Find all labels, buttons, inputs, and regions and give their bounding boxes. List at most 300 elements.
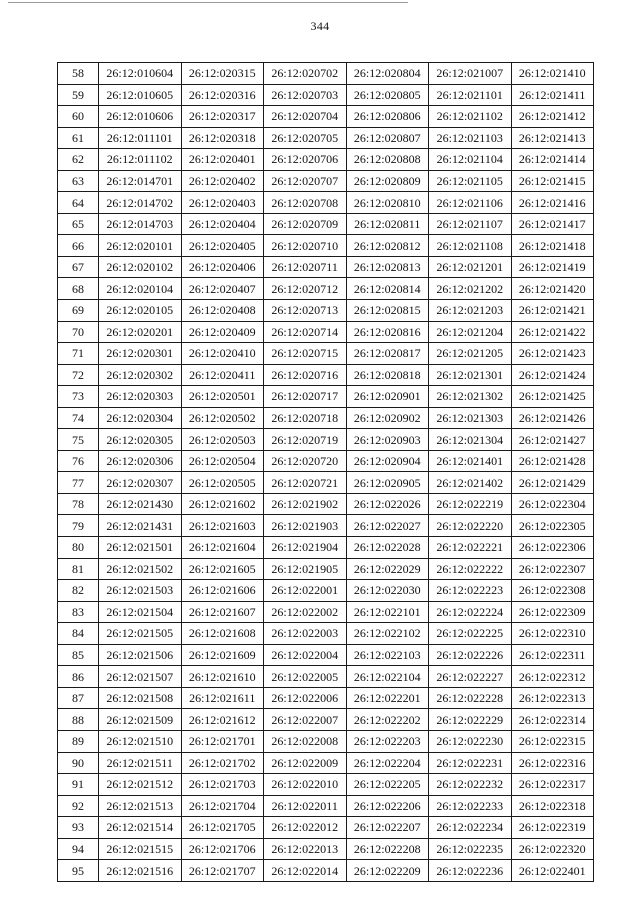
row-number-cell: 81: [58, 558, 99, 580]
cadastral-number-cell: 26:12:020817: [346, 343, 429, 365]
cadastral-number-cell: 26:12:020316: [181, 84, 264, 106]
cadastral-number-cell: 26:12:021607: [181, 601, 264, 623]
row-number-cell: 82: [58, 580, 99, 602]
cadastral-number-cell: 26:12:021905: [264, 558, 347, 580]
cadastral-number-cell: 26:12:020105: [99, 300, 182, 322]
cadastral-number-cell: 26:12:020306: [99, 450, 182, 472]
cadastral-number-cell: 26:12:021429: [511, 472, 594, 494]
cadastral-number-cell: 26:12:022103: [346, 644, 429, 666]
cadastral-number-cell: 26:12:022314: [511, 709, 594, 731]
cadastral-number-cell: 26:12:022235: [429, 838, 512, 860]
cadastral-number-cell: 26:12:022101: [346, 601, 429, 623]
cadastral-number-cell: 26:12:021422: [511, 321, 594, 343]
cadastral-number-cell: 26:12:022224: [429, 601, 512, 623]
table-body: [58, 63, 594, 882]
cadastral-number-cell: 26:12:014701: [99, 170, 182, 192]
cadastral-number-cell: 26:12:022232: [429, 774, 512, 796]
cadastral-number-cell: 26:12:021421: [511, 300, 594, 322]
cadastral-number-cell: 26:12:020708: [264, 192, 347, 214]
row-number-cell: 60: [58, 106, 99, 128]
cadastral-number-cell: 26:12:021418: [511, 235, 594, 257]
row-number-cell: 63: [58, 170, 99, 192]
row-number-cell: 61: [58, 127, 99, 149]
cadastral-number-cell: 26:12:021509: [99, 709, 182, 731]
table-row: [58, 450, 594, 472]
row-number-cell: 62: [58, 149, 99, 171]
cadastral-number-cell: 26:12:021204: [429, 321, 512, 343]
table-row: [58, 774, 594, 796]
cadastral-number-cell: 26:12:022311: [511, 644, 594, 666]
cadastral-number-cell: 26:12:021903: [264, 515, 347, 537]
cadastral-number-cell: 26:12:022202: [346, 709, 429, 731]
cadastral-number-cell: 26:12:021610: [181, 666, 264, 688]
cadastral-number-cell: 26:12:020718: [264, 407, 347, 429]
cadastral-number-cell: 26:12:022308: [511, 580, 594, 602]
table-row: [58, 321, 594, 343]
cadastral-number-cell: 26:12:022001: [264, 580, 347, 602]
cadastral-number-cell: 26:12:020903: [346, 429, 429, 451]
cadastral-number-cell: 26:12:020303: [99, 386, 182, 408]
cadastral-number-cell: 26:12:020710: [264, 235, 347, 257]
cadastral-number-cell: 26:12:021106: [429, 192, 512, 214]
table-row: [58, 558, 594, 580]
cadastral-number-cell: 26:12:022306: [511, 537, 594, 559]
cadastral-number-cell: 26:12:021401: [429, 450, 512, 472]
cadastral-number-cell: 26:12:022226: [429, 644, 512, 666]
cadastral-number-cell: 26:12:020707: [264, 170, 347, 192]
cadastral-number-cell: 26:12:020901: [346, 386, 429, 408]
cadastral-number-cell: 26:12:022231: [429, 752, 512, 774]
cadastral-number-cell: 26:12:022309: [511, 601, 594, 623]
row-number-cell: 72: [58, 364, 99, 386]
cadastral-number-cell: 26:12:020504: [181, 450, 264, 472]
cadastral-number-cell: 26:12:022007: [264, 709, 347, 731]
table-row: [58, 795, 594, 817]
cadastral-number-cell: 26:12:020102: [99, 256, 182, 278]
cadastral-number-cell: 26:12:022027: [346, 515, 429, 537]
cadastral-number-cell: 26:12:022206: [346, 795, 429, 817]
table-row: [58, 860, 594, 882]
cadastral-number-cell: 26:12:021102: [429, 106, 512, 128]
cadastral-number-cell: 26:12:020721: [264, 472, 347, 494]
cadastral-number-cell: 26:12:021304: [429, 429, 512, 451]
cadastral-number-cell: 26:12:021505: [99, 623, 182, 645]
cadastral-number-cell: 26:12:020812: [346, 235, 429, 257]
cadastral-number-cell: 26:12:020104: [99, 278, 182, 300]
row-number-cell: 69: [58, 300, 99, 322]
cadastral-number-cell: 26:12:021707: [181, 860, 264, 882]
cadastral-number-cell: 26:12:022028: [346, 537, 429, 559]
cadastral-number-cell: 26:12:022201: [346, 687, 429, 709]
cadastral-number-cell: 26:12:022222: [429, 558, 512, 580]
table-row: [58, 601, 594, 623]
cadastral-number-cell: 26:12:021506: [99, 644, 182, 666]
cadastral-number-cell: 26:12:021105: [429, 170, 512, 192]
cadastral-number-cell: 26:12:022026: [346, 493, 429, 515]
row-number-cell: 79: [58, 515, 99, 537]
cadastral-number-cell: 26:12:020302: [99, 364, 182, 386]
table-row: [58, 106, 594, 128]
cadastral-number-cell: 26:12:022029: [346, 558, 429, 580]
table-row: [58, 709, 594, 731]
cadastral-number-cell: 26:12:022102: [346, 623, 429, 645]
row-number-cell: 73: [58, 386, 99, 408]
cadastral-number-cell: 26:12:020201: [99, 321, 182, 343]
cadastral-number-cell: 26:12:022230: [429, 730, 512, 752]
row-number-cell: 70: [58, 321, 99, 343]
cadastral-number-cell: 26:12:021416: [511, 192, 594, 214]
cadastral-number-cell: 26:12:022236: [429, 860, 512, 882]
cadastral-number-cell: 26:12:020816: [346, 321, 429, 343]
cadastral-number-cell: 26:12:022014: [264, 860, 347, 882]
cadastral-number-cell: 26:12:021902: [264, 493, 347, 515]
cadastral-number-cell: 26:12:020720: [264, 450, 347, 472]
cadastral-number-cell: 26:12:021413: [511, 127, 594, 149]
cadastral-number-cell: 26:12:022011: [264, 795, 347, 817]
cadastral-number-cell: 26:12:021202: [429, 278, 512, 300]
cadastral-number-cell: 26:12:021511: [99, 752, 182, 774]
cadastral-number-cell: 26:12:021502: [99, 558, 182, 580]
cadastral-number-cell: 26:12:022203: [346, 730, 429, 752]
cadastral-number-cell: 26:12:021205: [429, 343, 512, 365]
cadastral-number-cell: 26:12:020902: [346, 407, 429, 429]
row-number-cell: 67: [58, 256, 99, 278]
cadastral-number-cell: 26:12:020317: [181, 106, 264, 128]
cadastral-number-cell: 26:12:020402: [181, 170, 264, 192]
table-row: [58, 343, 594, 365]
cadastral-number-cell: 26:12:021605: [181, 558, 264, 580]
row-number-cell: 68: [58, 278, 99, 300]
cadastral-number-cell: 26:12:020715: [264, 343, 347, 365]
cadastral-number-cell: 26:12:022233: [429, 795, 512, 817]
cadastral-number-cell: 26:12:020703: [264, 84, 347, 106]
cadastral-number-cell: 26:12:020807: [346, 127, 429, 149]
cadastral-number-cell: 26:12:021602: [181, 493, 264, 515]
cadastral-number-cell: 26:12:020904: [346, 450, 429, 472]
cadastral-number-cell: 26:12:020410: [181, 343, 264, 365]
cadastral-number-cell: 26:12:022002: [264, 601, 347, 623]
cadastral-number-cell: 26:12:021411: [511, 84, 594, 106]
table-row: [58, 235, 594, 257]
cadastral-number-cell: 26:12:022220: [429, 515, 512, 537]
cadastral-number-cell: 26:12:021201: [429, 256, 512, 278]
cadastral-number-cell: 26:12:021508: [99, 687, 182, 709]
row-number-cell: 77: [58, 472, 99, 494]
cadastral-number-cell: 26:12:022004: [264, 644, 347, 666]
table-row: [58, 170, 594, 192]
table-row: [58, 666, 594, 688]
cadastral-number-cell: 26:12:022030: [346, 580, 429, 602]
table-row: [58, 364, 594, 386]
table-row: [58, 493, 594, 515]
cadastral-number-cell: 26:12:021108: [429, 235, 512, 257]
cadastral-number-cell: 26:12:021504: [99, 601, 182, 623]
row-number-cell: 90: [58, 752, 99, 774]
cadastral-number-cell: 26:12:020315: [181, 63, 264, 85]
table-row: [58, 838, 594, 860]
row-number-cell: 66: [58, 235, 99, 257]
cadastral-number-cell: 26:12:022310: [511, 623, 594, 645]
table-row: [58, 192, 594, 214]
cadastral-number-cell: 26:12:021604: [181, 537, 264, 559]
cadastral-number-cell: 26:12:021704: [181, 795, 264, 817]
cadastral-number-cell: 26:12:020101: [99, 235, 182, 257]
cadastral-number-cell: 26:12:020815: [346, 300, 429, 322]
cadastral-number-cell: 26:12:014703: [99, 213, 182, 235]
cadastral-number-cell: 26:12:021431: [99, 515, 182, 537]
cadastral-number-cell: 26:12:021415: [511, 170, 594, 192]
cadastral-number-cell: 26:12:022008: [264, 730, 347, 752]
cadastral-number-cell: 26:12:022234: [429, 817, 512, 839]
cadastral-number-cell: 26:12:022223: [429, 580, 512, 602]
cadastral-number-cell: 26:12:022005: [264, 666, 347, 688]
cadastral-number-cell: 26:12:010605: [99, 84, 182, 106]
cadastral-number-cell: 26:12:022312: [511, 666, 594, 688]
cadastral-number-cell: 26:12:021703: [181, 774, 264, 796]
row-number-cell: 86: [58, 666, 99, 688]
cadastral-number-cell: 26:12:022208: [346, 838, 429, 860]
cadastral-number-cell: 26:12:020505: [181, 472, 264, 494]
cadastral-number-cell: 26:12:020307: [99, 472, 182, 494]
cadastral-number-cell: 26:12:022006: [264, 687, 347, 709]
row-number-cell: 84: [58, 623, 99, 645]
cadastral-number-cell: 26:12:020814: [346, 278, 429, 300]
cadastral-number-cell: 26:12:014702: [99, 192, 182, 214]
cadastral-number-cell: 26:12:020401: [181, 149, 264, 171]
row-number-cell: 58: [58, 63, 99, 85]
cadastral-number-cell: 26:12:020304: [99, 407, 182, 429]
cadastral-number-cell: 26:12:022010: [264, 774, 347, 796]
cadastral-number-cell: 26:12:020305: [99, 429, 182, 451]
cadastral-number-cell: 26:12:021424: [511, 364, 594, 386]
table-row: [58, 580, 594, 602]
cadastral-number-cell: 26:12:022009: [264, 752, 347, 774]
table-row: [58, 752, 594, 774]
row-number-cell: 91: [58, 774, 99, 796]
cadastral-number-cell: 26:12:021706: [181, 838, 264, 860]
cadastral-number-cell: 26:12:021410: [511, 63, 594, 85]
table-row: [58, 472, 594, 494]
cadastral-number-cell: 26:12:022229: [429, 709, 512, 731]
cadastral-number-cell: 26:12:022318: [511, 795, 594, 817]
cadastral-number-cell: 26:12:021608: [181, 623, 264, 645]
cadastral-number-cell: 26:12:020301: [99, 343, 182, 365]
row-number-cell: 65: [58, 213, 99, 235]
cadastral-number-cell: 26:12:021609: [181, 644, 264, 666]
cadastral-number-cell: 26:12:021503: [99, 580, 182, 602]
page-number: 344: [310, 19, 330, 33]
table-row: [58, 149, 594, 171]
cadastral-number-cell: 26:12:022316: [511, 752, 594, 774]
cadastral-number-cell: 26:12:020407: [181, 278, 264, 300]
table-row: [58, 127, 594, 149]
row-number-cell: 71: [58, 343, 99, 365]
cadastral-number-cell: 26:12:021515: [99, 838, 182, 860]
cadastral-number-cell: 26:12:020705: [264, 127, 347, 149]
cadastral-number-cell: 26:12:021904: [264, 537, 347, 559]
top-rule: [8, 2, 408, 3]
row-number-cell: 78: [58, 493, 99, 515]
cadastral-number-cell: 26:12:020706: [264, 149, 347, 171]
table-row: [58, 817, 594, 839]
cadastral-number-cell: 26:12:020404: [181, 213, 264, 235]
cadastral-number-cell: 26:12:022204: [346, 752, 429, 774]
cadastral-number-cell: 26:12:020709: [264, 213, 347, 235]
cadastral-number-cell: 26:12:021603: [181, 515, 264, 537]
row-number-cell: 76: [58, 450, 99, 472]
cadastral-table: [57, 62, 594, 882]
row-number-cell: 92: [58, 795, 99, 817]
row-number-cell: 89: [58, 730, 99, 752]
cadastral-number-cell: 26:12:021419: [511, 256, 594, 278]
cadastral-number-cell: 26:12:021514: [99, 817, 182, 839]
cadastral-number-cell: 26:12:020704: [264, 106, 347, 128]
cadastral-number-cell: 26:12:022013: [264, 838, 347, 860]
cadastral-number-cell: 26:12:022313: [511, 687, 594, 709]
table-row: [58, 63, 594, 85]
table-row: [58, 537, 594, 559]
cadastral-number-cell: 26:12:020406: [181, 256, 264, 278]
table-row: [58, 730, 594, 752]
row-number-cell: 64: [58, 192, 99, 214]
cadastral-number-cell: 26:12:021516: [99, 860, 182, 882]
cadastral-number-cell: 26:12:021701: [181, 730, 264, 752]
cadastral-number-cell: 26:12:020713: [264, 300, 347, 322]
cadastral-number-cell: 26:12:020813: [346, 256, 429, 278]
cadastral-number-cell: 26:12:022317: [511, 774, 594, 796]
cadastral-number-cell: 26:12:011101: [99, 127, 182, 149]
table-row: [58, 407, 594, 429]
cadastral-number-cell: 26:12:022401: [511, 860, 594, 882]
cadastral-number-cell: 26:12:021301: [429, 364, 512, 386]
cadastral-number-cell: 26:12:011102: [99, 149, 182, 171]
table-row: [58, 386, 594, 408]
cadastral-number-cell: 26:12:021302: [429, 386, 512, 408]
cadastral-number-cell: 26:12:021303: [429, 407, 512, 429]
cadastral-number-cell: 26:12:022305: [511, 515, 594, 537]
table-row: [58, 429, 594, 451]
cadastral-number-cell: 26:12:021107: [429, 213, 512, 235]
table-row: [58, 300, 594, 322]
cadastral-number-cell: 26:12:020502: [181, 407, 264, 429]
cadastral-number-cell: 26:12:020806: [346, 106, 429, 128]
cadastral-number-cell: 26:12:022307: [511, 558, 594, 580]
cadastral-number-cell: 26:12:022221: [429, 537, 512, 559]
cadastral-number-cell: 26:12:021426: [511, 407, 594, 429]
cadastral-number-cell: 26:12:020409: [181, 321, 264, 343]
row-number-cell: 85: [58, 644, 99, 666]
cadastral-number-cell: 26:12:020717: [264, 386, 347, 408]
cadastral-number-cell: 26:12:021412: [511, 106, 594, 128]
cadastral-number-cell: 26:12:010604: [99, 63, 182, 85]
cadastral-number-cell: 26:12:020318: [181, 127, 264, 149]
row-number-cell: 94: [58, 838, 99, 860]
cadastral-number-cell: 26:12:020716: [264, 364, 347, 386]
cadastral-number-cell: 26:12:020714: [264, 321, 347, 343]
cadastral-number-cell: 26:12:020808: [346, 149, 429, 171]
cadastral-number-cell: 26:12:020804: [346, 63, 429, 85]
cadastral-number-cell: 26:12:022227: [429, 666, 512, 688]
row-number-cell: 93: [58, 817, 99, 839]
cadastral-number-cell: 26:12:020712: [264, 278, 347, 300]
cadastral-number-cell: 26:12:020809: [346, 170, 429, 192]
cadastral-number-cell: 26:12:021507: [99, 666, 182, 688]
row-number-cell: 75: [58, 429, 99, 451]
cadastral-number-cell: 26:12:021510: [99, 730, 182, 752]
cadastral-number-cell: 26:12:022315: [511, 730, 594, 752]
cadastral-number-cell: 26:12:022012: [264, 817, 347, 839]
cadastral-number-cell: 26:12:021101: [429, 84, 512, 106]
cadastral-number-cell: 26:12:021612: [181, 709, 264, 731]
cadastral-number-cell: 26:12:022319: [511, 817, 594, 839]
cadastral-number-cell: 26:12:022228: [429, 687, 512, 709]
cadastral-number-cell: 26:12:021512: [99, 774, 182, 796]
table-row: [58, 84, 594, 106]
cadastral-number-cell: 26:12:020905: [346, 472, 429, 494]
row-number-cell: 80: [58, 537, 99, 559]
table-row: [58, 644, 594, 666]
cadastral-number-cell: 26:12:021425: [511, 386, 594, 408]
cadastral-number-cell: 26:12:010606: [99, 106, 182, 128]
cadastral-number-cell: 26:12:020811: [346, 213, 429, 235]
cadastral-number-cell: 26:12:020403: [181, 192, 264, 214]
cadastral-number-cell: 26:12:021702: [181, 752, 264, 774]
cadastral-number-cell: 26:12:022205: [346, 774, 429, 796]
cadastral-number-cell: 26:12:020805: [346, 84, 429, 106]
cadastral-number-cell: 26:12:021428: [511, 450, 594, 472]
cadastral-number-cell: 26:12:022304: [511, 493, 594, 515]
table-row: [58, 687, 594, 709]
cadastral-number-cell: 26:12:021402: [429, 472, 512, 494]
row-number-cell: 74: [58, 407, 99, 429]
cadastral-number-cell: 26:12:021103: [429, 127, 512, 149]
cadastral-number-cell: 26:12:021420: [511, 278, 594, 300]
cadastral-number-cell: 26:12:021417: [511, 213, 594, 235]
cadastral-number-cell: 26:12:020702: [264, 63, 347, 85]
table-row: [58, 623, 594, 645]
row-number-cell: 83: [58, 601, 99, 623]
table-row: [58, 213, 594, 235]
cadastral-number-cell: 26:12:022219: [429, 493, 512, 515]
cadastral-number-cell: 26:12:021606: [181, 580, 264, 602]
cadastral-number-cell: 26:12:021513: [99, 795, 182, 817]
cadastral-number-cell: 26:12:021427: [511, 429, 594, 451]
cadastral-number-cell: 26:12:022207: [346, 817, 429, 839]
cadastral-number-cell: 26:12:020501: [181, 386, 264, 408]
cadastral-number-cell: 26:12:021203: [429, 300, 512, 322]
table-row: [58, 278, 594, 300]
cadastral-number-cell: 26:12:021423: [511, 343, 594, 365]
cadastral-number-cell: 26:12:021501: [99, 537, 182, 559]
cadastral-number-cell: 26:12:020818: [346, 364, 429, 386]
cadastral-number-cell: 26:12:022003: [264, 623, 347, 645]
cadastral-number-cell: 26:12:021705: [181, 817, 264, 839]
cadastral-number-cell: 26:12:020503: [181, 429, 264, 451]
cadastral-number-cell: 26:12:021611: [181, 687, 264, 709]
cadastral-number-cell: 26:12:020719: [264, 429, 347, 451]
row-number-cell: 95: [58, 860, 99, 882]
cadastral-number-cell: 26:12:020411: [181, 364, 264, 386]
cadastral-number-cell: 26:12:020405: [181, 235, 264, 257]
cadastral-number-cell: 26:12:021104: [429, 149, 512, 171]
cadastral-number-cell: 26:12:020408: [181, 300, 264, 322]
cadastral-number-cell: 26:12:022104: [346, 666, 429, 688]
cadastral-number-cell: 26:12:022320: [511, 838, 594, 860]
cadastral-number-cell: 26:12:020810: [346, 192, 429, 214]
row-number-cell: 59: [58, 84, 99, 106]
cadastral-number-cell: 26:12:021430: [99, 493, 182, 515]
row-number-cell: 87: [58, 687, 99, 709]
